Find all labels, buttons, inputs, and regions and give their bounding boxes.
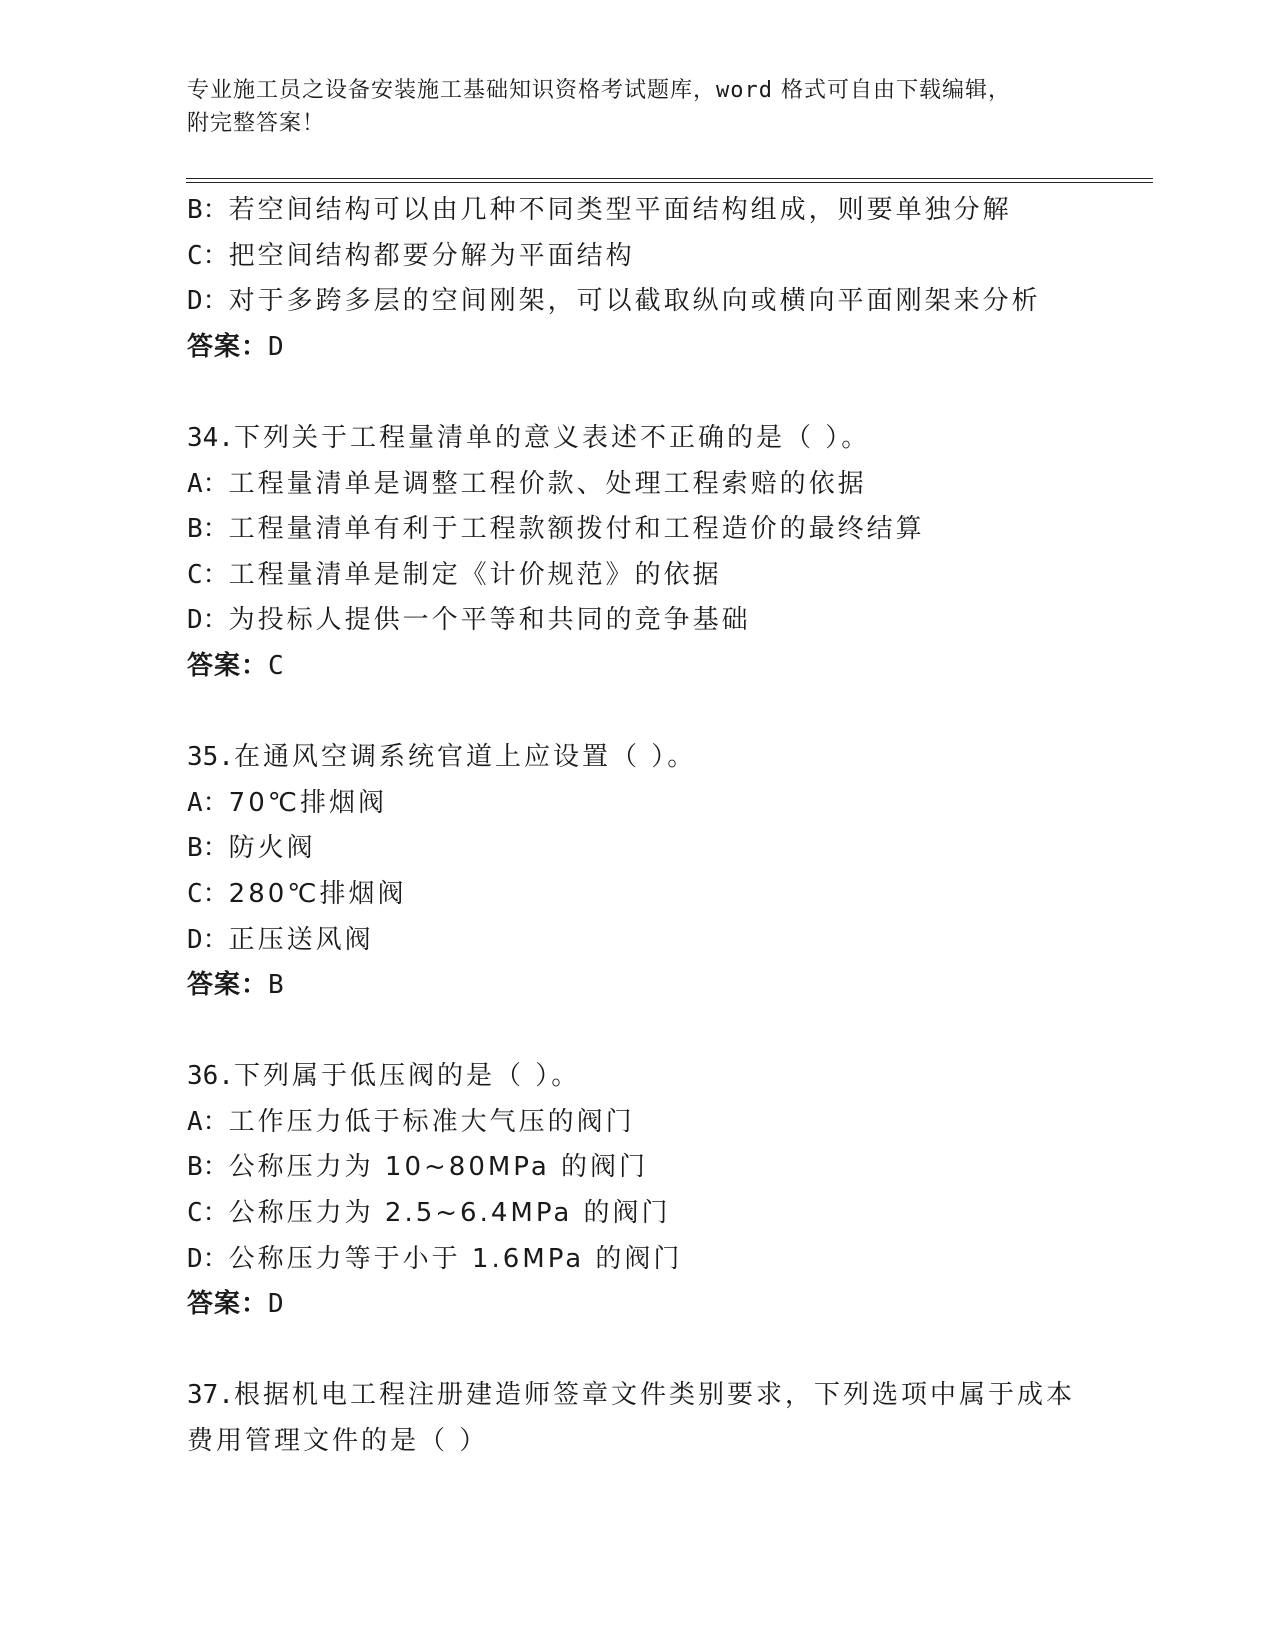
option-text: 70℃排烟阀: [228, 787, 387, 818]
question-title: [187, 1054, 1147, 1100]
option-label: B：: [187, 195, 229, 225]
question-text: 在通风空调系统官道上应设置（ ）。: [233, 742, 697, 773]
option-label: A：: [187, 468, 229, 499]
option-text: 280℃排烟阀: [228, 878, 407, 909]
question-33-continued: [187, 188, 1147, 370]
option-text: 工程量清单是制定《计价规范》的依据: [228, 559, 722, 590]
question-title: [187, 735, 1147, 781]
option-label: C：: [187, 878, 229, 909]
option-text: 若空间结构可以由几种不同类型平面结构组成，则要单独分解: [228, 195, 1012, 225]
header-line-1: [187, 74, 1067, 107]
question-text: 根据机电工程注册建造师签章文件类别要求，下列选项中属于成本: [233, 1380, 1075, 1411]
answer-value: C: [268, 650, 285, 681]
answer-line: [187, 963, 1147, 1009]
question-number: 35.: [187, 742, 234, 773]
question-list: [187, 188, 1147, 1465]
option-c: [187, 553, 1147, 599]
option-text: 工程量清单是调整工程价款、处理工程索赔的依据: [228, 468, 867, 499]
option-text: 工程量清单有利于工程款额拨付和工程造价的最终结算: [228, 514, 925, 545]
option-b: [187, 826, 1147, 872]
option-text: 对于多跨多层的空间刚架，可以截取纵向或横向平面刚架来分析: [228, 286, 1041, 317]
question-text: 下列属于低压阀的是（ ）。: [233, 1061, 581, 1092]
option-text: 公称压力为 2.5~6.4MPa 的阀门: [228, 1198, 671, 1229]
option-label: D：: [187, 1243, 229, 1274]
option-text: 防火阀: [228, 833, 316, 864]
spacer: [187, 1328, 1147, 1374]
header-text-b: 格式可自由下载编辑，: [773, 78, 1011, 103]
option-label: B：: [187, 1152, 229, 1183]
answer-value: D: [268, 331, 285, 362]
option-b: [187, 507, 1147, 553]
document-header: [187, 74, 1067, 140]
option-text: 把空间结构都要分解为平面结构: [228, 240, 635, 271]
option-d: [187, 1237, 1147, 1283]
option-label: A：: [187, 787, 229, 818]
header-text-word: word: [716, 78, 773, 103]
option-c: [187, 872, 1147, 918]
question-35: [187, 735, 1147, 1009]
option-text: 正压送风阀: [228, 924, 374, 955]
option-label: A：: [187, 1106, 229, 1137]
header-divider-bottom: [186, 182, 1153, 183]
option-d: [187, 918, 1147, 964]
question-text: 下列关于工程量清单的意义表述不正确的是（ ）。: [233, 422, 871, 453]
answer-line: [187, 644, 1147, 690]
option-a: [187, 1100, 1147, 1146]
option-label: C：: [187, 240, 229, 271]
answer-label: 答案：: [187, 970, 269, 1001]
option-c: [187, 1191, 1147, 1237]
answer-line: [187, 1282, 1147, 1328]
option-label: C：: [187, 1198, 229, 1229]
option-label: B：: [187, 833, 229, 864]
question-34: [187, 416, 1147, 690]
question-36: [187, 1054, 1147, 1328]
option-label: D：: [187, 605, 229, 636]
answer-value: D: [268, 1289, 285, 1320]
spacer: [187, 690, 1147, 736]
option-label: D：: [187, 286, 229, 317]
option-c: [187, 234, 1147, 280]
option-a: [187, 781, 1147, 827]
header-line-2: 附完整答案！: [187, 111, 326, 136]
spacer: [187, 370, 1147, 416]
header-divider-top: [186, 178, 1153, 179]
option-text: 公称压力等于小于 1.6MPa 的阀门: [228, 1243, 683, 1274]
option-text: 公称压力为 10~80MPa 的阀门: [228, 1152, 649, 1183]
option-text: 为投标人提供一个平等和共同的竞争基础: [228, 605, 751, 636]
option-b: [187, 1145, 1147, 1191]
answer-label: 答案：: [187, 331, 269, 362]
question-title: [187, 1373, 1147, 1419]
answer-line: [187, 325, 1147, 371]
question-number: 37.: [187, 1380, 234, 1411]
spacer: [187, 1009, 1147, 1055]
option-b: [187, 188, 1147, 234]
option-d: [187, 598, 1147, 644]
header-text-a: 专业施工员之设备安装施工基础知识资格考试题库，: [187, 78, 717, 103]
question-title: [187, 416, 1147, 462]
question-number: 36.: [187, 1061, 234, 1092]
question-number: 34.: [187, 422, 234, 453]
answer-label: 答案：: [187, 1289, 269, 1320]
question-title-continued: 费用管理文件的是（ ）: [187, 1426, 489, 1457]
answer-label: 答案：: [187, 650, 269, 681]
answer-value: B: [268, 970, 285, 1001]
option-label: C：: [187, 559, 229, 590]
question-37: [187, 1373, 1147, 1464]
option-label: D：: [187, 924, 229, 955]
option-text: 工作压力低于标准大气压的阀门: [228, 1106, 635, 1137]
option-d: [187, 279, 1147, 325]
option-a: [187, 462, 1147, 508]
option-label: B：: [187, 514, 229, 545]
